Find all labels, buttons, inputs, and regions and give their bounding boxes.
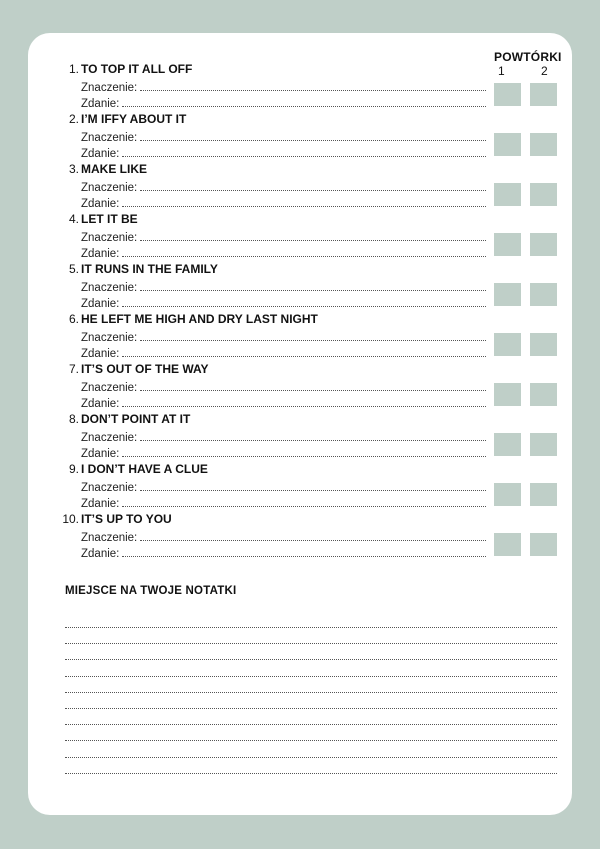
sentence-field[interactable] — [81, 494, 486, 512]
review-checkbox-1[interactable] — [494, 383, 521, 406]
sentence-label: Zdanie: — [81, 498, 120, 510]
phrase-item — [62, 61, 492, 111]
review-checkbox-1[interactable] — [494, 83, 521, 106]
sentence-dotted-line — [122, 194, 486, 207]
sentence-label: Zdanie: — [81, 398, 120, 410]
review-checkbox-2[interactable] — [530, 383, 557, 406]
phrase-text: IT RUNS IN THE FAMILY — [81, 262, 218, 276]
review-checkbox-2[interactable] — [530, 83, 557, 106]
meaning-label: Znaczenie: — [81, 332, 138, 344]
sentence-dotted-line — [122, 144, 486, 157]
notes-line[interactable] — [65, 627, 557, 628]
sentence-dotted-line — [122, 544, 486, 557]
sentence-field[interactable] — [81, 244, 486, 262]
review-checkbox-1[interactable] — [494, 133, 521, 156]
sentence-label: Zdanie: — [81, 98, 120, 110]
sentence-dotted-line — [122, 244, 486, 257]
notes-line[interactable] — [65, 740, 557, 741]
item-number: 1. — [68, 62, 79, 76]
sentence-label: Zdanie: — [81, 348, 120, 360]
sentence-field[interactable] — [81, 294, 486, 312]
sentence-label: Zdanie: — [81, 548, 120, 560]
meaning-dotted-line — [140, 128, 486, 141]
item-number: 9. — [68, 462, 79, 476]
review-checkbox-1[interactable] — [494, 333, 521, 356]
meaning-dotted-line — [140, 228, 486, 241]
sentence-label: Zdanie: — [81, 448, 120, 460]
meaning-label: Znaczenie: — [81, 382, 138, 394]
item-number: 5. — [68, 262, 79, 276]
phrase-item — [62, 111, 492, 161]
phrase-item — [62, 311, 492, 361]
phrase-item — [62, 261, 492, 311]
review-header — [494, 50, 562, 78]
review-checkbox-2[interactable] — [530, 533, 557, 556]
sentence-field[interactable] — [81, 144, 486, 162]
sentence-dotted-line — [122, 394, 486, 407]
phrase-text: I’M IFFY ABOUT IT — [81, 112, 187, 126]
review-checkbox-2[interactable] — [530, 133, 557, 156]
meaning-label: Znaczenie: — [81, 182, 138, 194]
review-checkbox-2[interactable] — [530, 333, 557, 356]
sentence-label: Zdanie: — [81, 198, 120, 210]
meaning-dotted-line — [140, 278, 486, 291]
meaning-label: Znaczenie: — [81, 282, 138, 294]
phrase-text: MAKE LIKE — [81, 162, 147, 176]
phrase-text: TO TOP IT ALL OFF — [81, 62, 193, 76]
review-checkbox-1[interactable] — [494, 283, 521, 306]
phrase-item — [62, 461, 492, 511]
notes-line[interactable] — [65, 708, 557, 709]
phrase-item — [62, 361, 492, 411]
phrase-text: IT’S UP TO YOU — [81, 512, 172, 526]
sentence-dotted-line — [122, 344, 486, 357]
meaning-label: Znaczenie: — [81, 432, 138, 444]
meaning-label: Znaczenie: — [81, 482, 138, 494]
item-number: 10. — [62, 512, 79, 526]
meaning-label: Znaczenie: — [81, 132, 138, 144]
review-checkbox-2[interactable] — [530, 433, 557, 456]
phrase-text: LET IT BE — [81, 212, 138, 226]
meaning-dotted-line — [140, 78, 486, 91]
sentence-field[interactable] — [81, 444, 486, 462]
item-number: 6. — [68, 312, 79, 326]
meaning-label: Znaczenie: — [81, 532, 138, 544]
phrase-item — [62, 411, 492, 461]
review-checkbox-1[interactable] — [494, 183, 521, 206]
sentence-label: Zdanie: — [81, 298, 120, 310]
review-checkbox-2[interactable] — [530, 183, 557, 206]
notes-line[interactable] — [65, 757, 557, 758]
sentence-label: Zdanie: — [81, 248, 120, 260]
phrase-item — [62, 511, 492, 561]
notes-title: MIEJSCE NA TWOJE NOTATKI — [65, 585, 237, 597]
meaning-dotted-line — [140, 428, 486, 441]
review-col-2-label: 2 — [541, 64, 548, 78]
notes-line[interactable] — [65, 773, 557, 774]
item-number: 3. — [68, 162, 79, 176]
item-number: 4. — [68, 212, 79, 226]
sentence-dotted-line — [122, 294, 486, 307]
item-number: 7. — [68, 362, 79, 376]
meaning-dotted-line — [140, 178, 486, 191]
review-title: POWTÓRKI — [494, 50, 562, 64]
notes-line[interactable] — [65, 724, 557, 725]
review-checkbox-2[interactable] — [530, 283, 557, 306]
item-number: 2. — [68, 112, 79, 126]
notes-line[interactable] — [65, 692, 557, 693]
item-number: 8. — [68, 412, 79, 426]
notes-line[interactable] — [65, 643, 557, 644]
meaning-label: Znaczenie: — [81, 82, 138, 94]
meaning-dotted-line — [140, 378, 486, 391]
meaning-dotted-line — [140, 528, 486, 541]
meaning-dotted-line — [140, 478, 486, 491]
phrase-text: IT’S OUT OF THE WAY — [81, 362, 209, 376]
review-checkbox-2[interactable] — [530, 483, 557, 506]
phrase-text: DON’T POINT AT IT — [81, 412, 191, 426]
notes-line[interactable] — [65, 659, 557, 660]
phrase-text: HE LEFT ME HIGH AND DRY LAST NIGHT — [81, 312, 318, 326]
phrase-item — [62, 211, 492, 261]
sentence-field[interactable] — [81, 544, 486, 562]
review-col-1-label: 1 — [498, 64, 505, 78]
review-checkbox-1[interactable] — [494, 483, 521, 506]
sentence-field[interactable] — [81, 394, 486, 412]
meaning-label: Znaczenie: — [81, 232, 138, 244]
sentence-field[interactable] — [81, 344, 486, 362]
review-checkbox-2[interactable] — [530, 233, 557, 256]
sentence-dotted-line — [122, 94, 486, 107]
phrase-item — [62, 161, 492, 211]
sentence-dotted-line — [122, 494, 486, 507]
sentence-field[interactable] — [81, 94, 486, 112]
sentence-field[interactable] — [81, 194, 486, 212]
meaning-dotted-line — [140, 328, 486, 341]
notes-line[interactable] — [65, 676, 557, 677]
sentence-label: Zdanie: — [81, 148, 120, 160]
review-checkbox-1[interactable] — [494, 233, 521, 256]
sentence-dotted-line — [122, 444, 486, 457]
phrase-text: I DON’T HAVE A CLUE — [81, 462, 208, 476]
review-checkbox-1[interactable] — [494, 533, 521, 556]
review-checkbox-1[interactable] — [494, 433, 521, 456]
